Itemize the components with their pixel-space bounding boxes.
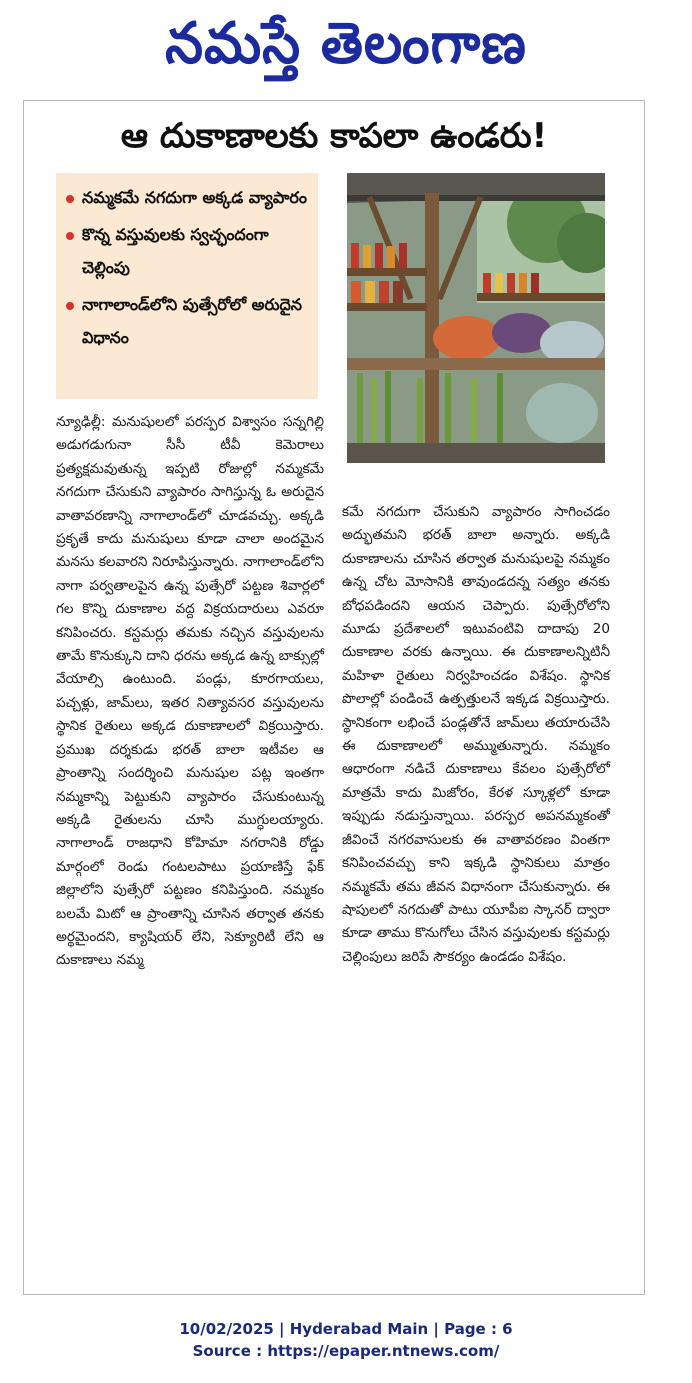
footer-source: Source : https://epaper.ntnews.com/ xyxy=(192,1342,500,1360)
article-body-right: కమే నగదుగా చేసుకుని వ్యాపారం సాగించడం అద్భుతమని భరత్ బాలా అన్నారు. అక్కడి దుకాణాలను చూసిన తర్వాత మనుషులపై నమ్మకం ఉన్న చోట మోసానికి తావుండదన్న సత్యం తనకు బోధపడిందని ఆయన చెప్పారు. పుత్సేరోలోని మూడు ప్రదేశాలలో ఇటువంటివి దాదాపు 20 దుకాణాల వరకు ఉన్నాయి. ఈ దుకాణాలన్నిటినీ మహిళా రైతులు నిర్వహించడం విశేషం. స్థానిక పొలాల్లో పండించే ఉత్పత్తులనే ఇక్కడ విక్రయిస్తారు. స్థానికంగా లభించే పండ్లతోనే జామ్‌లు తయారుచేసి ఈ దుకాణాలలో అమ్ముతున్నారు. నమ్మకం ఆధారంగా నడిచే దుకాణాలు కేవలం పుత్సేరోలో మాత్రమే కాదు మిజోరం, కేరళ స్కూళ్లలో కూడా ఇప్పుడు నడుస్తున్నాయి. పరస్పర అపనమ్మకంతో జీవించే నగరవాసులకు ఈ వాతావరణం వింతగా కనిపించవచ్చు కాని ఇక్కడి స్థానికులు మాత్రం నమ్మకమే తమ జీవన విధానంగా చేసుకున్నారు. ఈ షాపులలో నగదుతో పాటు యూపీఐ స్కానర్ ద్వారా కూడా తాము కొనుగోలు చేసిన వస్తువులకు కస్టమర్లు చెల్లింపులు జరిపే సౌకర్యం ఉండడం విశేషం. xyxy=(342,504,610,965)
bullet-icon xyxy=(66,302,74,310)
highlight-text: నాగాలాండ్‌లోని పుత్సేరోలో అరుదైన విధానం xyxy=(82,295,303,347)
headline-text: ఆ దుకాణాలకు కాపలా ఉండరు! xyxy=(120,116,548,156)
headline xyxy=(24,111,644,169)
highlight-item xyxy=(66,181,308,214)
bullet-icon xyxy=(66,232,74,240)
article-body-left: న్యూఢిల్లీ: మనుషులలో పరస్పర విశ్వాసం సన్నగిల్లి అడుగడుగునా సీసీ టీవీ కెమెరాలు ప్రత్యక్షమవుతున్న ఇప్పటి రోజుల్లో నమ్మకమే నగదుగా చేసుకుని వ్యాపారం సాగిస్తున్న ఓ అరుదైన వాతావరణాన్ని నాగాలాండ్‌లో చూడవచ్చు. అక్కడి ప్రకృతే కాదు మనుషులు కూడా చాలా అందమైన మనసు కలవారని నిరూపిస్తున్నారు. నాగాలాండ్‌లోని నాగా పర్వతాలపైన ఉన్న పుత్సేరో పట్టణ శివార్లలో గల కొన్ని దుకాణాల వద్ద విక్రయదారులు ఎవరూ కనిపించరు. కస్టమర్లు తమకు నచ్చిన వస్తువులను తామే కొనుక్కుని దాని ధరను అక్కడ ఉన్న బాక్సుల్లో వేయాల్సి ఉంటుంది. పండ్లు, కూరగాయలు, పచ్చళ్లు, జామ్‌లు, ఇతర నిత్యావసర వస్తువులను స్థానిక రైతులు అక్కడ దుకాణాలలో విక్రయిస్తారు. ప్రముఖ దర్శకుడు భరత్ బాలా ఇటీవల ఆ ప్రాంతాన్ని సందర్శించి మనుషుల పట్ల ఇంతగా నమ్మకాన్ని పెట్టుకుని వ్యాపారం చేసుకుంటున్న అక్కడి రైతులను చూసి ముగ్ధులయ్యారు. నాగాలాండ్ రాజధాని కోహిమా నగరానికి రోడ్డు మార్గంలో రెండు గంటలపాటు ప్రయాణిస్తే ఫేక్ జిల్లాలోని పుత్సేరో పట్టణం కనిపిస్తుంది. నమ్మకం బలమే మిటో ఆ ప్రాంతాన్ని చూసిన తర్వాత తనకు అర్థమైందని, క్యాషియర్ లేని, సెక్యూరిటీ లేని ఆ దుకాణాలు నమ్మ xyxy=(56,414,324,969)
highlight-item xyxy=(66,218,308,284)
highlight-text: నమ్మకమే నగదుగా అక్కడ వ్యాపారం xyxy=(82,188,307,207)
highlights-box xyxy=(56,173,318,399)
footer-date-edition: 10/02/2025 | Hyderabad Main | Page : 6 xyxy=(179,1320,513,1338)
photo-illustration xyxy=(347,173,605,463)
highlight-item xyxy=(66,288,308,354)
page-footer xyxy=(0,1318,692,1362)
article-clip xyxy=(23,100,645,1295)
highlight-text: కొన్న వస్తువులకు స్వచ్ఛందంగా చెల్లింపు xyxy=(82,225,269,277)
masthead-title: నమస్తే తెలంగాణ xyxy=(165,9,527,76)
market-stall-photo xyxy=(347,173,605,463)
masthead xyxy=(0,0,692,100)
bullet-icon xyxy=(66,195,74,203)
